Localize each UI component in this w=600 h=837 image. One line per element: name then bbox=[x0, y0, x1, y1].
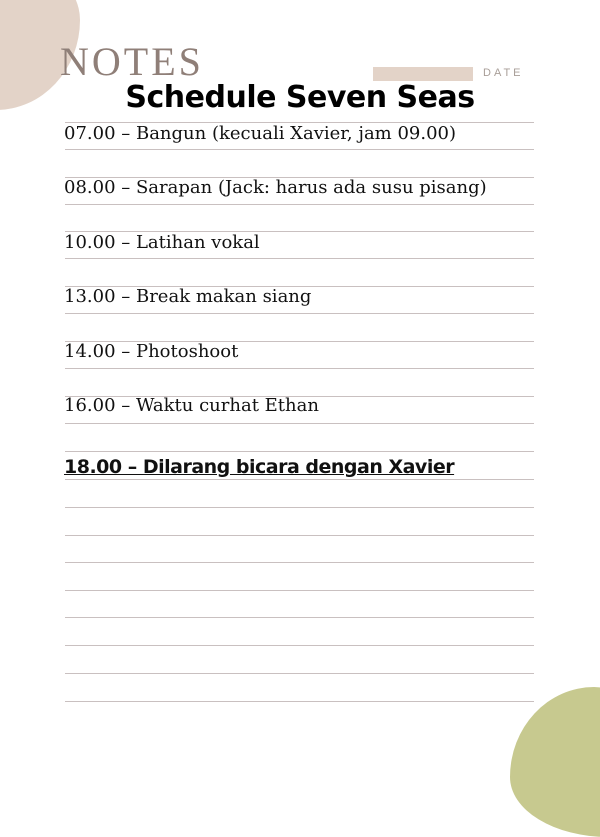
rule-line bbox=[65, 258, 534, 259]
schedule-entry: 10.00 – Latihan vokal bbox=[64, 232, 260, 253]
date-label: DATE bbox=[483, 67, 524, 79]
rule-line bbox=[65, 313, 534, 314]
rule-line bbox=[65, 149, 534, 150]
rule-line bbox=[65, 535, 534, 536]
schedule-entry: 08.00 – Sarapan (Jack: harus ada susu pisang) bbox=[64, 177, 487, 198]
rule-line bbox=[65, 479, 534, 480]
rule-line bbox=[65, 451, 534, 452]
rule-line bbox=[65, 617, 534, 618]
rule-line bbox=[65, 673, 534, 674]
rule-line bbox=[65, 204, 534, 205]
schedule-entry: 07.00 – Bangun (kecuali Xavier, jam 09.00) bbox=[64, 123, 457, 144]
schedule-entry: 13.00 – Break makan siang bbox=[64, 286, 312, 307]
schedule-entry: 16.00 – Waktu curhat Ethan bbox=[64, 395, 319, 416]
date-field bbox=[373, 67, 473, 81]
decorative-blob-bottom-right bbox=[510, 687, 600, 837]
schedule-entry-highlight: 18.00 – Dilarang bicara dengan Xavier bbox=[64, 456, 455, 478]
rule-line bbox=[65, 507, 534, 508]
rule-line bbox=[65, 645, 534, 646]
notes-heading: NOTES bbox=[60, 39, 204, 84]
rule-line bbox=[65, 368, 534, 369]
rule-line bbox=[65, 562, 534, 563]
rule-line bbox=[65, 423, 534, 424]
rule-line bbox=[65, 590, 534, 591]
schedule-entry: 14.00 – Photoshoot bbox=[64, 341, 239, 362]
rule-line bbox=[65, 701, 534, 702]
page-title: Schedule Seven Seas bbox=[125, 80, 475, 115]
